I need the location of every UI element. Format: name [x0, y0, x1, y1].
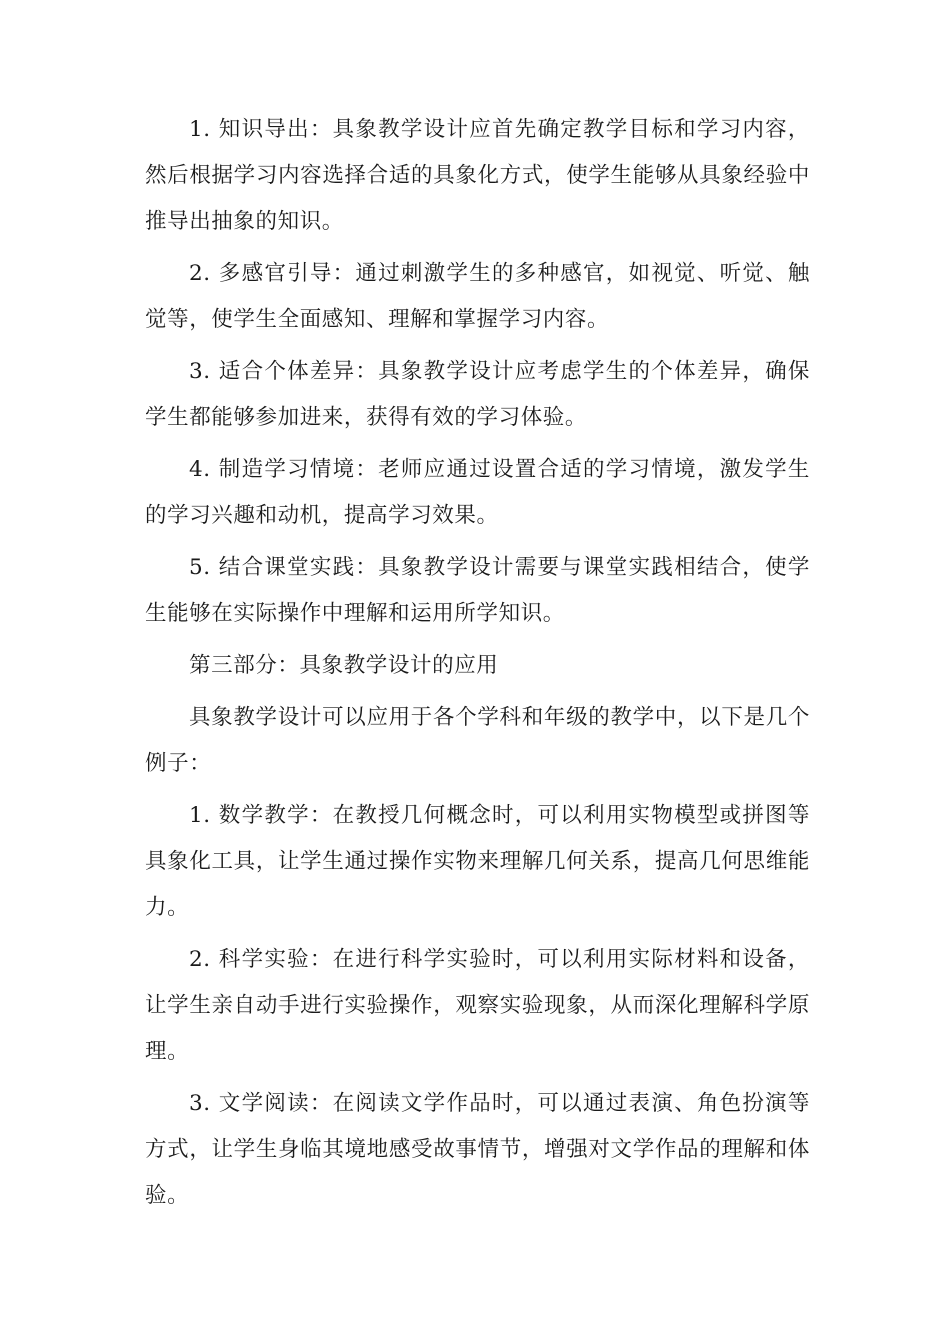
paragraph-principle-2: 2. 多感官引导：通过刺激学生的多种感官，如视觉、听觉、触觉等，使学生全面感知、理解和掌握学习内容。: [145, 261, 810, 332]
paragraph-example-literature: 3. 文学阅读：在阅读文学作品时，可以通过表演、角色扮演等方式，让学生身临其境地感受故事情节，增强对文学作品的理解和体验。: [145, 1091, 810, 1208]
paragraph-example-math: 1. 数学教学：在教授几何概念时，可以利用实物模型或拼图等具象化工具，让学生通过操作实物来理解几何关系，提高几何思维能力。: [145, 803, 810, 920]
paragraph-application-intro: 具象教学设计可以应用于各个学科和年级的教学中，以下是几个例子：: [145, 705, 810, 776]
document-page: [145, 107, 810, 1225]
paragraph-principle-3: 3. 适合个体差异：具象教学设计应考虑学生的个体差异，确保学生都能够参加进来，获得有效的学习体验。: [145, 359, 810, 430]
paragraph-example-science: 2. 科学实验：在进行科学实验时，可以利用实际材料和设备，让学生亲自动手进行实验操作，观察实验现象，从而深化理解科学原理。: [145, 947, 810, 1064]
section-heading-part-three: 第三部分：具象教学设计的应用: [189, 653, 499, 678]
paragraph-principle-5: 5. 结合课堂实践：具象教学设计需要与课堂实践相结合，使学生能够在实际操作中理解和运用所学知识。: [145, 555, 810, 626]
paragraph-principle-1: 1. 知识导出：具象教学设计应首先确定教学目标和学习内容，然后根据学习内容选择合适的具象化方式，使学生能够从具象经验中推导出抽象的知识。: [145, 117, 810, 234]
paragraph-principle-4: 4. 制造学习情境：老师应通过设置合适的学习情境，激发学生的学习兴趣和动机，提高学习效果。: [145, 457, 810, 528]
